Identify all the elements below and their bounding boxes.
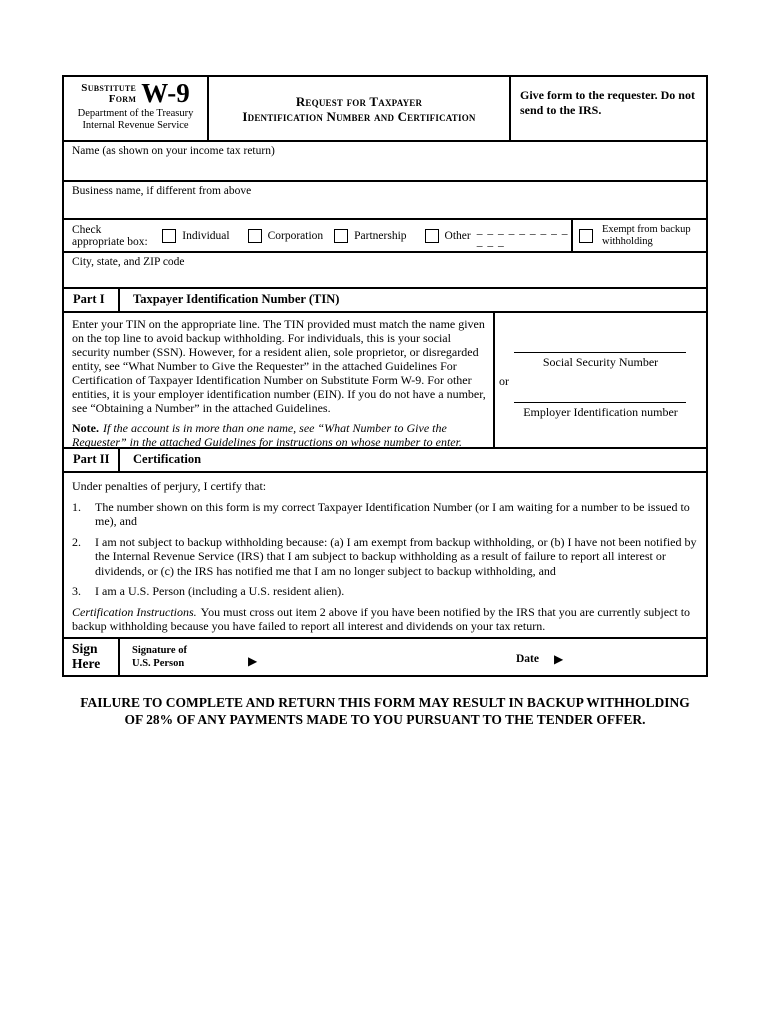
- certification-item-3: [72, 584, 698, 599]
- part2-title: Certification: [133, 452, 202, 466]
- substitute-form-block: [68, 78, 203, 108]
- here-word: Here: [72, 655, 101, 671]
- warning-line1: FAILURE TO COMPLETE AND RETURN THIS FORM MAY RESULT IN BACKUP WITHHOLDING: [80, 695, 690, 710]
- check-appropriate-box-label: Check appropriate box:: [72, 223, 148, 248]
- partnership-label: Partnership: [354, 229, 407, 242]
- backup-withholding-warning: [0, 695, 770, 728]
- form-header-row: [64, 77, 706, 140]
- item-3-number: 3.: [72, 584, 81, 598]
- part1-note: [72, 421, 486, 449]
- form-title-cell: [209, 77, 511, 140]
- item-1-text: The number shown on this form is my correct Taxpayer Identification Number (or I am waiting for a number to be issued to me), and: [95, 499, 690, 528]
- name-field-label: Name (as shown on your income tax return): [72, 145, 275, 157]
- city-state-zip-label: City, state, and ZIP code: [72, 256, 185, 268]
- part1-instructions-paragraph: Enter your TIN on the appropriate line. The TIN provided must match the name given on the top line to avoid backup withholding. For individuals, this is your social security number (SSN). However, for a resident alien, sole proprietor, or disregarded entity, see “What Number to Give the Requester” in the attached Guidelines For Certification of Taxpayer Identification Number on Substitute Form W-9. For other entities, it is your employer identification number (EIN). If you do not have a number, see “Obtaining a Number” in the attached Guidelines.: [72, 317, 486, 415]
- form-number: W-9: [141, 78, 190, 108]
- part2-label: Part II: [64, 449, 120, 471]
- exempt-cell: [571, 220, 706, 251]
- certification-item-2: [72, 535, 698, 579]
- other-writein-line[interactable]: _ _ _ _ _ _ _ _ _ _ _ _: [476, 223, 569, 248]
- requester-note: Give form to the requester. Do not send to the IRS.: [520, 88, 695, 117]
- entity-type-options: [64, 220, 571, 251]
- part1-header: [64, 287, 706, 311]
- name-field[interactable]: [64, 140, 706, 180]
- exempt-checkbox[interactable]: [579, 229, 593, 243]
- date-input-area[interactable]: [630, 643, 698, 671]
- other-label: Other: [444, 229, 471, 242]
- date-arrow-icon: ▶: [554, 651, 564, 666]
- partnership-checkbox[interactable]: [334, 229, 348, 243]
- corporation-label: Corporation: [267, 229, 324, 242]
- department-block: [68, 108, 203, 132]
- warning-line2: OF 28% OF ANY PAYMENTS MADE TO YOU PURSUANT TO THE TENDER OFFER.: [124, 711, 646, 727]
- corporation-checkbox[interactable]: [248, 229, 262, 243]
- business-name-field[interactable]: [64, 180, 706, 218]
- part1-title: Taxpayer Identification Number (TIN): [133, 292, 340, 306]
- item-2-text: I am not subject to backup withholding because: (a) I am exempt from backup withholding, or (b) I have not been notified by the Internal Revenue Service (IRS) that I am subject to backup withholding as a result of failure to report all interest or dividends, or (c) the IRS has notified me that I am no longer subject to backup withholding, and: [95, 534, 697, 578]
- signature-input-area[interactable]: [268, 643, 446, 671]
- part1-note-text: If the account is in more than one name, see “What Number to Give the Requester” in the attached Guidelines for instructions on whose number to enter.: [72, 421, 462, 449]
- signature-arrow-icon: ▶: [248, 653, 258, 668]
- individual-checkbox[interactable]: [162, 229, 176, 243]
- ssn-label: Social Security Number: [542, 355, 659, 369]
- business-name-field-label: Business name, if different from above: [72, 185, 252, 197]
- signature-of-label: [132, 644, 187, 670]
- department-line1: Department of the Treasury: [77, 108, 194, 119]
- date-label: Date: [516, 652, 539, 665]
- ein-label: Employer Identification number: [523, 405, 678, 419]
- part2-header: [64, 447, 706, 471]
- part1-body: [64, 311, 706, 447]
- certification-item-1: [72, 500, 698, 529]
- exempt-label: Exempt from backup withholding: [602, 223, 691, 247]
- certification-instructions-label: Certification Instructions.: [72, 604, 197, 619]
- entity-type-row: [64, 218, 706, 251]
- part1-instructions: [64, 313, 495, 447]
- certification-intro: Under penalties of perjury, I certify that:: [72, 479, 267, 493]
- item-2-number: 2.: [72, 534, 81, 549]
- sign-here-label: [64, 639, 120, 675]
- signature-area: [120, 639, 706, 675]
- city-state-zip-field[interactable]: [64, 251, 706, 287]
- or-label: or: [499, 374, 509, 388]
- part1-note-label: Note.: [72, 421, 99, 435]
- form-title-line1: Request for Taxpayer: [295, 93, 423, 109]
- other-checkbox[interactable]: [425, 229, 439, 243]
- form-title-line2: Identification Number and Certification: [242, 108, 476, 124]
- certification-instructions: [72, 605, 698, 634]
- individual-label: Individual: [182, 229, 230, 242]
- certification-instructions-text: You must cross out item 2 above if you have been notified by the IRS that you are currently subject to backup withholding because you have failed to report all interest and dividends on your tax return.: [72, 604, 691, 633]
- part2-body: [64, 471, 706, 637]
- part1-label: Part I: [64, 289, 120, 311]
- signature-of-line1: Signature of: [132, 644, 187, 656]
- tin-entry-area: [495, 313, 706, 447]
- w9-form: [62, 75, 708, 677]
- item-3-text: I am a U.S. Person (including a U.S. resident alien).: [95, 584, 345, 598]
- signature-of-line2: U.S. Person: [132, 657, 185, 669]
- form-identity-cell: [64, 77, 209, 140]
- sign-word: Sign: [72, 640, 98, 656]
- item-1-number: 1.: [72, 499, 81, 514]
- substitute-label: Substitute: [81, 82, 137, 94]
- form-word-label: Form: [108, 93, 137, 105]
- department-line2: Internal Revenue Service: [82, 120, 189, 131]
- sign-here-row: [64, 637, 706, 675]
